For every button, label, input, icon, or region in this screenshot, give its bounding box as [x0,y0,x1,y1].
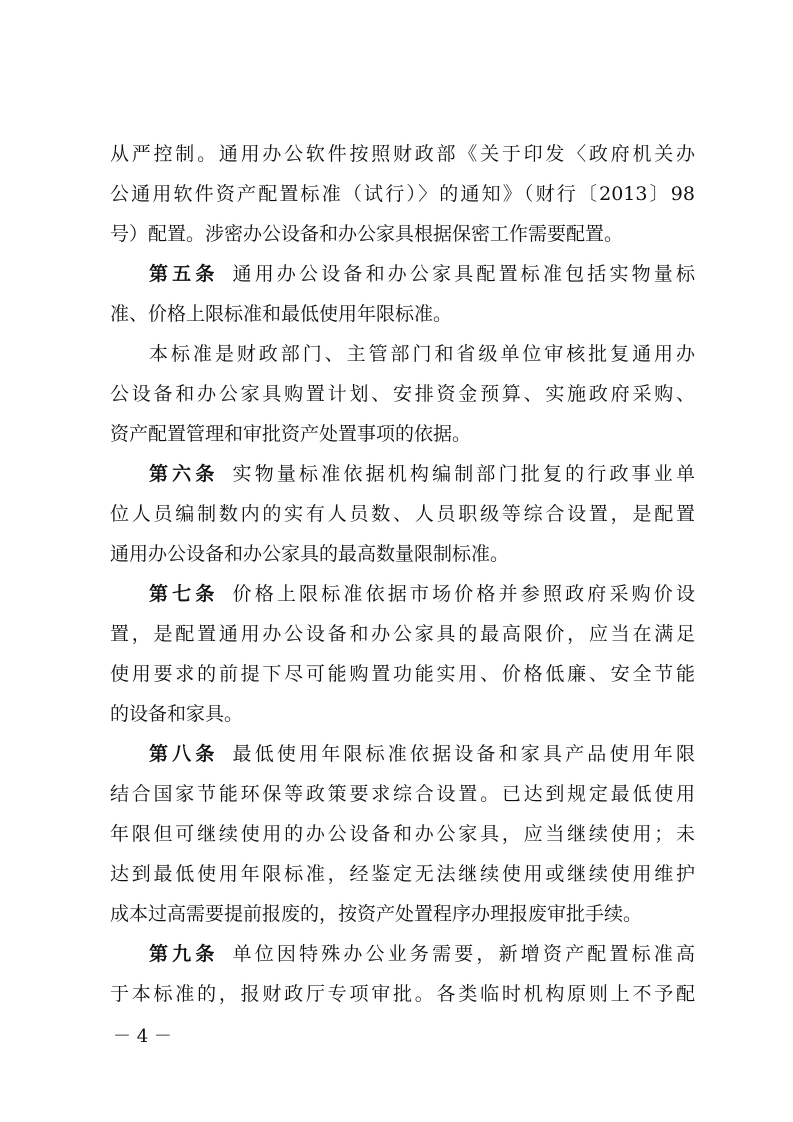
article-9 [110,934,695,1014]
document-body [110,134,695,1014]
text-line: 结合国家节能环保等政策要求综合设置。已达到规定最低使用 [110,783,695,805]
paragraph-continuation [110,134,695,254]
text-line: 准、价格上限标准和最低使用年限标准。 [110,303,453,325]
article-label: 第八条 [149,743,219,765]
text-line: 年限但可继续使用的办公设备和办公家具，应当继续使用；未 [110,823,695,845]
text-line: 公通用软件资产配置标准（试行）〉的通知》（财行〔2013〕98 [110,183,695,205]
article-label: 第七条 [149,583,219,605]
article-text: 通用办公设备和办公家具配置标准包括实物量标 [232,263,695,285]
text-line: 达到最低使用年限标准，经鉴定无法继续使用或继续使用维护 [110,863,695,885]
article-label: 第六条 [149,463,219,485]
text-line [110,934,695,974]
text-line: 置，是配置通用办公设备和办公家具的最高限价，应当在满足 [110,623,695,645]
text-line: 通用办公设备和办公家具的最高数量限制标准。 [110,543,510,565]
text-line: 于本标准的，报财政厅专项审批。各类临时机构原则上不予配 [110,983,695,1005]
article-label: 第九条 [149,943,219,965]
text-line: 成本过高需要提前报废的，按资产处置程序办理报废审批手续。 [110,903,643,925]
text-line: 号）配置。涉密办公设备和办公家具根据保密工作需要配置。 [110,223,624,245]
article-text: 实物量标准依据机构编制部门批复的行政事业单 [232,463,695,485]
text-line: 从严控制。通用办公软件按照财政部《关于印发〈政府机关办 [110,143,695,165]
article-8 [110,734,695,934]
text-line [110,574,695,614]
text-line: 的设备和家具。 [110,703,244,725]
article-text: 最低使用年限标准依据设备和家具产品使用年限 [232,743,695,765]
paragraph-scope [110,334,695,454]
text-line [110,454,695,494]
article-7 [110,574,695,734]
article-text: 单位因特殊办公业务需要，新增资产配置标准高 [232,943,695,965]
text-line: 位人员编制数内的实有人员数、人员职级等综合设置，是配置 [110,503,695,525]
text-line: 资产配置管理和审批资产处置事项的依据。 [110,423,472,445]
text-line: 公设备和办公家具购置计划、安排资金预算、实施政府采购、 [110,383,695,405]
text-line [110,254,695,294]
article-label: 第五条 [149,263,219,285]
text-line [110,734,695,774]
article-6 [110,454,695,574]
article-5 [110,254,695,334]
article-text: 价格上限标准依据市场价格并参照政府采购价设 [232,583,695,605]
page-number: － 4 － [113,1026,172,1047]
text-line: 本标准是财政部门、主管部门和省级单位审核批复通用办 [149,343,695,365]
text-line: 使用要求的前提下尽可能购置功能实用、价格低廉、安全节能 [110,663,695,685]
